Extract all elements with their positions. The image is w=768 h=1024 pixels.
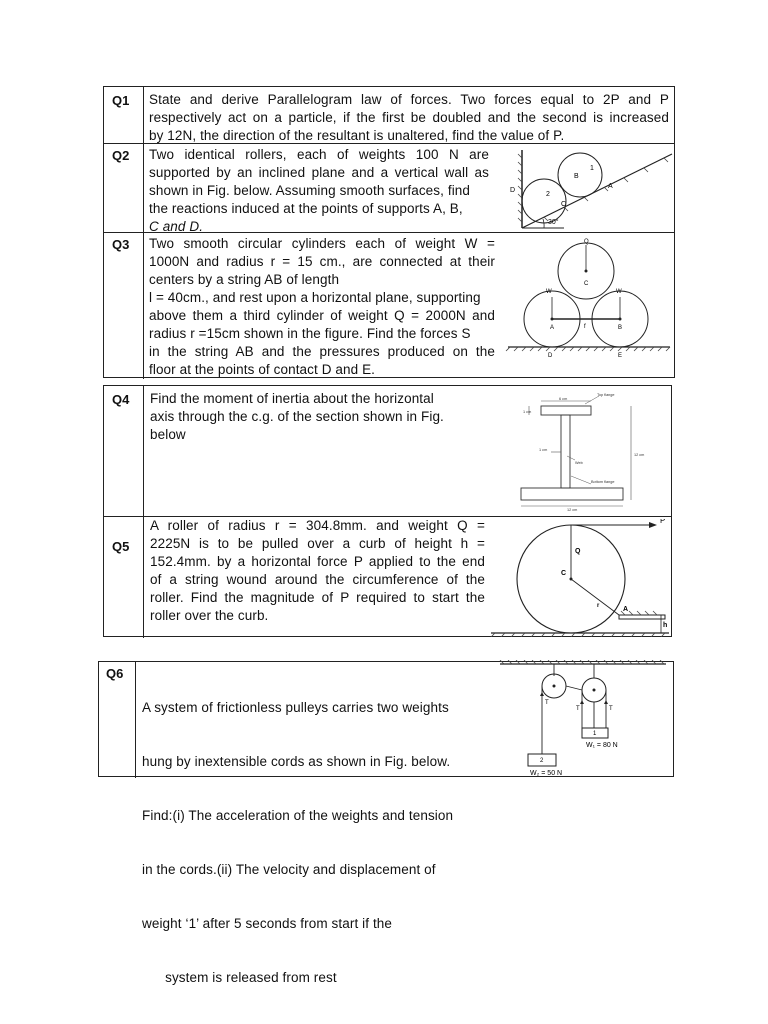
question-row-q5	[104, 516, 671, 638]
question-text-q4: Find the moment of inertia about the horizontal axis through the c.g. of the section shown in Fig. below	[150, 391, 444, 442]
svg-text:W: W	[616, 289, 622, 295]
question-number: Q3	[112, 237, 130, 252]
curb	[619, 615, 665, 619]
svg-text:C: C	[584, 281, 589, 287]
radius-line	[571, 579, 619, 615]
question-text-q6: A system of frictionless pulleys carries two weights hung by inextensible cords as shown in Fig. below. Find:(i) The acceleration of the weights and tension in the cords.(ii) The velocity and displacement of weight ‘1’ after 5 seconds from start if the system is released from rest	[142, 700, 454, 985]
question-row-q2	[104, 143, 674, 232]
q2-figure-inclined-rollers	[504, 148, 674, 230]
svg-text:A: A	[550, 325, 555, 331]
question-text-q3: Two smooth circular cylinders each of weight W = 1000N and radius r = 15 cm., are connected at their centers by a string AB of length l = 40cm., and rest upon a horizontal plane, supporting above them a third cylinder of weight Q = 2000N and radius r =15cm shown in the figure. Find the forces S in the string AB and the pressures produced on the floor at the points of contact D and E.	[149, 236, 495, 377]
question-row-q1	[104, 87, 674, 143]
svg-text:D: D	[510, 187, 516, 194]
svg-text:T: T	[609, 706, 613, 712]
svg-text:12 cm: 12 cm	[634, 453, 645, 457]
svg-text:r: r	[597, 603, 600, 609]
svg-text:f: f	[584, 324, 586, 330]
svg-text:D: D	[548, 353, 553, 359]
svg-text:C: C	[561, 570, 567, 577]
svg-text:Bottom flange: Bottom flange	[591, 480, 615, 484]
svg-text:2: 2	[540, 758, 544, 764]
svg-text:T: T	[545, 700, 549, 706]
roller-2	[522, 179, 566, 223]
question-text-q2: Two identical rollers, each of weights 100 N are supported by an inclined plane and a vertical wall as shown in Fig. below. Assuming smooth surfaces, find the reactions induced at the points of supports A, B, C and D.	[149, 147, 489, 234]
svg-text:W₂ = 50 N: W₂ = 50 N	[530, 770, 563, 777]
roller-1	[558, 153, 602, 197]
svg-text:B: B	[574, 173, 579, 180]
svg-text:30°: 30°	[548, 219, 559, 226]
question-text-q1: State and derive Parallelogram law of forces. Two forces equal to 2P and P respectively act on a particle, if the first be doubled and the second is increased by 12N, the direction of the resultant is unaltered, find the value of P.	[149, 92, 669, 143]
question-text-q5: A roller of radius r = 304.8mm. and weight Q = 2225N is to be pulled over a curb of height h = 152.4mm. by a horizontal force P applied to the end of a string wound around the circumference of the roller. Find the magnitude of P required to start the roller over the curb.	[150, 518, 485, 623]
svg-text:C: C	[561, 201, 567, 208]
svg-text:2: 2	[546, 191, 550, 198]
question-number: Q2	[112, 148, 130, 163]
web	[561, 415, 570, 488]
question-number: Q1	[112, 93, 130, 108]
svg-text:1: 1	[593, 731, 597, 737]
svg-text:1 cm: 1 cm	[523, 410, 532, 414]
svg-text:Web: Web	[575, 461, 583, 465]
svg-text:12 cm: 12 cm	[567, 508, 578, 512]
svg-text:A: A	[608, 183, 613, 190]
svg-text:1: 1	[590, 165, 594, 172]
svg-text:h: h	[663, 622, 668, 629]
question-row-q4	[104, 386, 671, 516]
inclined-plane	[522, 154, 672, 228]
q5-figure-roller-curb	[489, 519, 671, 637]
q3-figure-three-cylinders	[504, 235, 674, 375]
question-number: Q6	[106, 666, 124, 681]
svg-text:Q: Q	[575, 548, 581, 555]
question-number: Q4	[112, 392, 130, 407]
svg-text:Q: Q	[584, 239, 589, 245]
svg-text:W: W	[546, 289, 552, 295]
q4-figure-i-section	[509, 390, 669, 512]
question-row-q3	[104, 232, 674, 379]
bottom-flange	[521, 488, 623, 500]
svg-text:6 cm: 6 cm	[559, 397, 568, 401]
svg-text:T: T	[576, 706, 580, 712]
svg-text:A: A	[623, 606, 629, 613]
svg-text:B: B	[618, 325, 623, 331]
svg-text:W₁ = 80 N: W₁ = 80 N	[586, 742, 618, 749]
svg-text:1 cm: 1 cm	[539, 448, 548, 452]
question-table-2	[103, 385, 672, 637]
svg-text:Top flange: Top flange	[597, 393, 615, 397]
q6-figure-pulley-system	[498, 660, 670, 780]
svg-text:E: E	[618, 353, 623, 359]
top-flange	[541, 406, 591, 415]
question-table-1	[103, 86, 675, 378]
svg-text:P: P	[660, 519, 666, 525]
question-number: Q5	[112, 539, 130, 554]
